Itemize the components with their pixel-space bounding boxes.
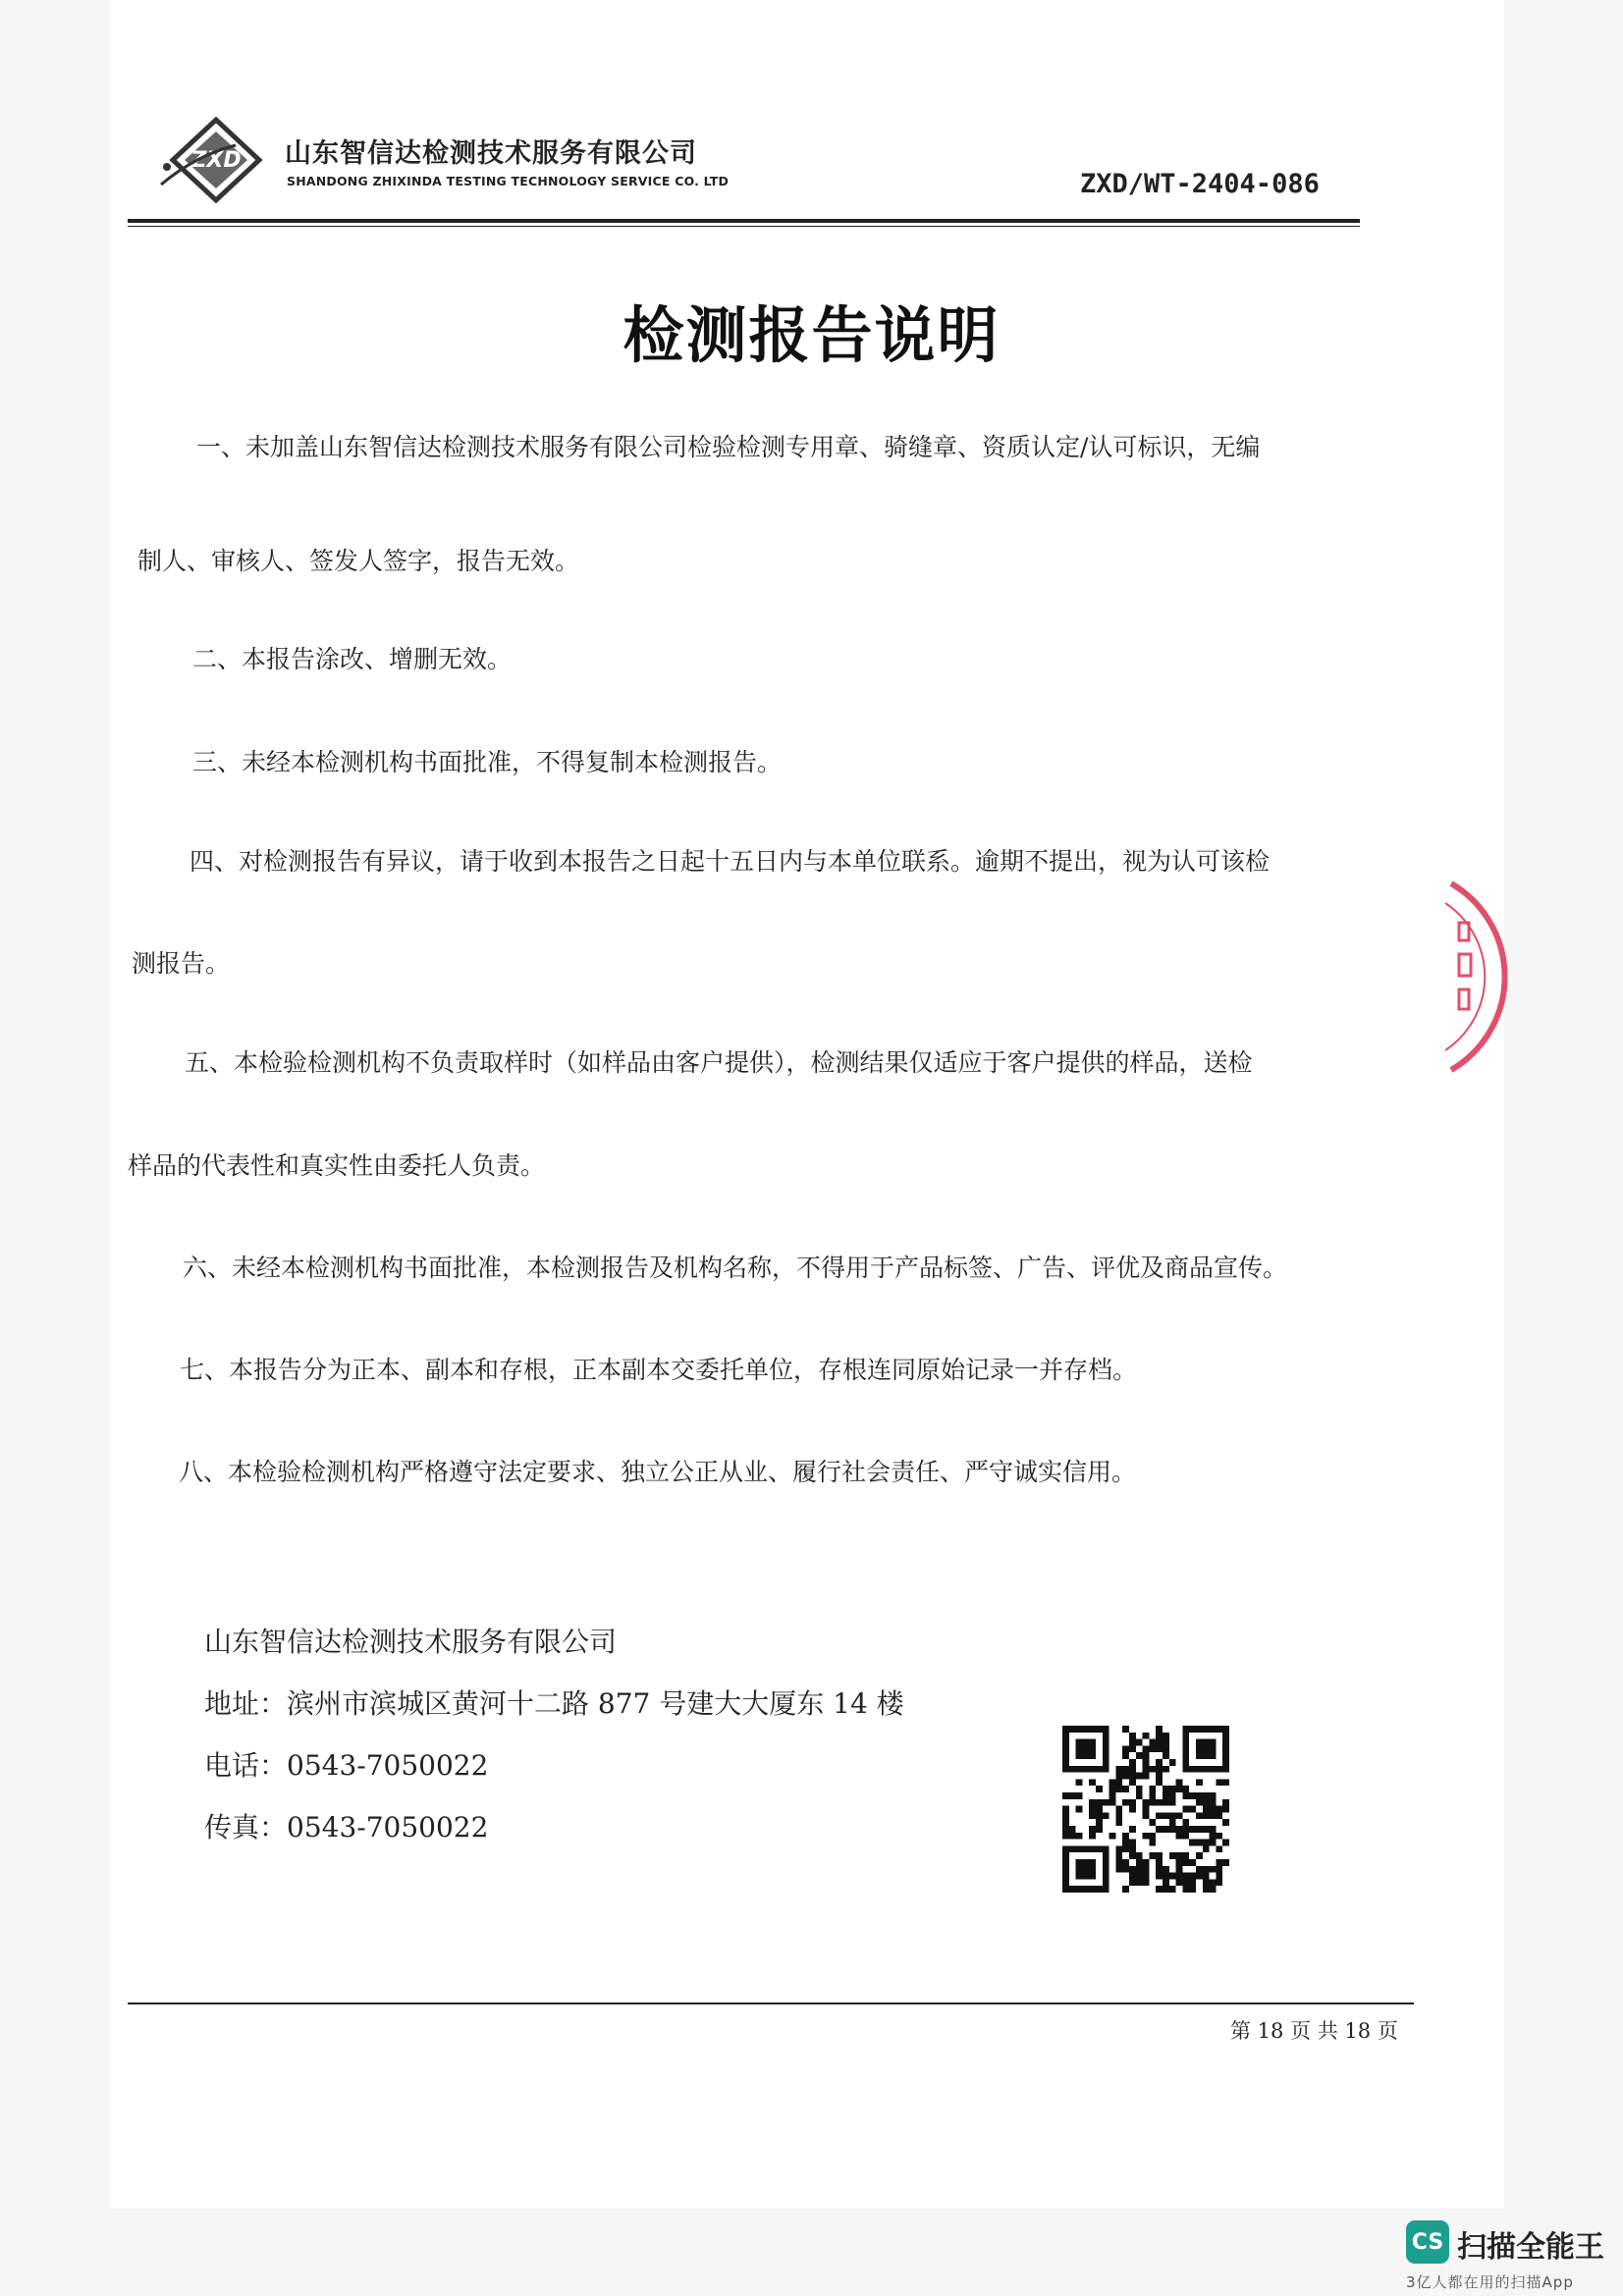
scanner-app-name: 扫描全能王 <box>1457 2230 1604 2265</box>
logo-text: ZXD <box>190 148 242 173</box>
contact-fax: 传真：0543-7050022 <box>204 1811 489 1843</box>
statement-4-line-2: 测报告。 <box>132 949 231 978</box>
statement-1-line-2: 制人、审核人、签发人签字，报告无效。 <box>137 547 580 575</box>
statement-4-line-1: 四、对检测报告有异议，请于收到本报告之日起十五日内与本单位联系。逾期不提出，视为认可该检 <box>189 847 1271 876</box>
report-number: ZXD/WT-2404-086 <box>1080 169 1320 199</box>
statement-2: 二、本报告涂改、增删无效。 <box>192 645 513 673</box>
footer-rule <box>128 2002 1414 2004</box>
contact-phone: 电话：0543-7050022 <box>204 1749 489 1782</box>
contact-address: 地址：滨州市滨城区黄河十二路 877 号建大大厦东 14 楼 <box>204 1687 904 1720</box>
company-name-cn: 山东智信达检测技术服务有限公司 <box>285 138 697 169</box>
header-rule-thick <box>128 219 1360 223</box>
page-number: 第 18 页 共 18 页 <box>1230 2019 1398 2043</box>
statement-5-line-1: 五、本检验检测机构不负责取样时（如样品由客户提供），检测结果仅适应于客户提供的样品，送检 <box>185 1048 1253 1077</box>
statement-5-line-2: 样品的代表性和真实性由委托人负责。 <box>128 1151 546 1180</box>
statement-6: 六、未经本检测机构书面批准，本检测报告及机构名称，不得用于产品标签、广告、评优及商品宣传。 <box>183 1254 1288 1282</box>
qr-code <box>1062 1726 1229 1893</box>
company-name-en: SHANDONG ZHIXINDA TESTING TECHNOLOGY SERVICE CO. LTD <box>287 174 730 188</box>
page-title: 检测报告说明 <box>622 299 1001 371</box>
scanner-app-badge: CS <box>1406 2220 1449 2264</box>
scanner-app-slogan: 3亿人都在用的扫描App <box>1406 2273 1574 2291</box>
statement-8: 八、本检验检测机构严格遵守法定要求、独立公正从业、履行社会责任、严守诚实信用。 <box>179 1458 1137 1486</box>
contact-company: 山东智信达检测技术服务有限公司 <box>204 1626 618 1658</box>
statement-7: 七、本报告分为正本、副本和存根，正本副本交委托单位，存根连同原始记录一并存档。 <box>180 1356 1138 1384</box>
seal-stamp-partial <box>1443 874 1522 1080</box>
company-logo <box>157 116 275 204</box>
statement-3: 三、未经本检测机构书面批准，不得复制本检测报告。 <box>192 748 783 776</box>
header-rule-thin <box>128 226 1360 227</box>
statement-1-line-1: 一、未加盖山东智信达检测技术服务有限公司检验检测专用章、骑缝章、资质认定/认可标识，无编 <box>196 433 1261 461</box>
